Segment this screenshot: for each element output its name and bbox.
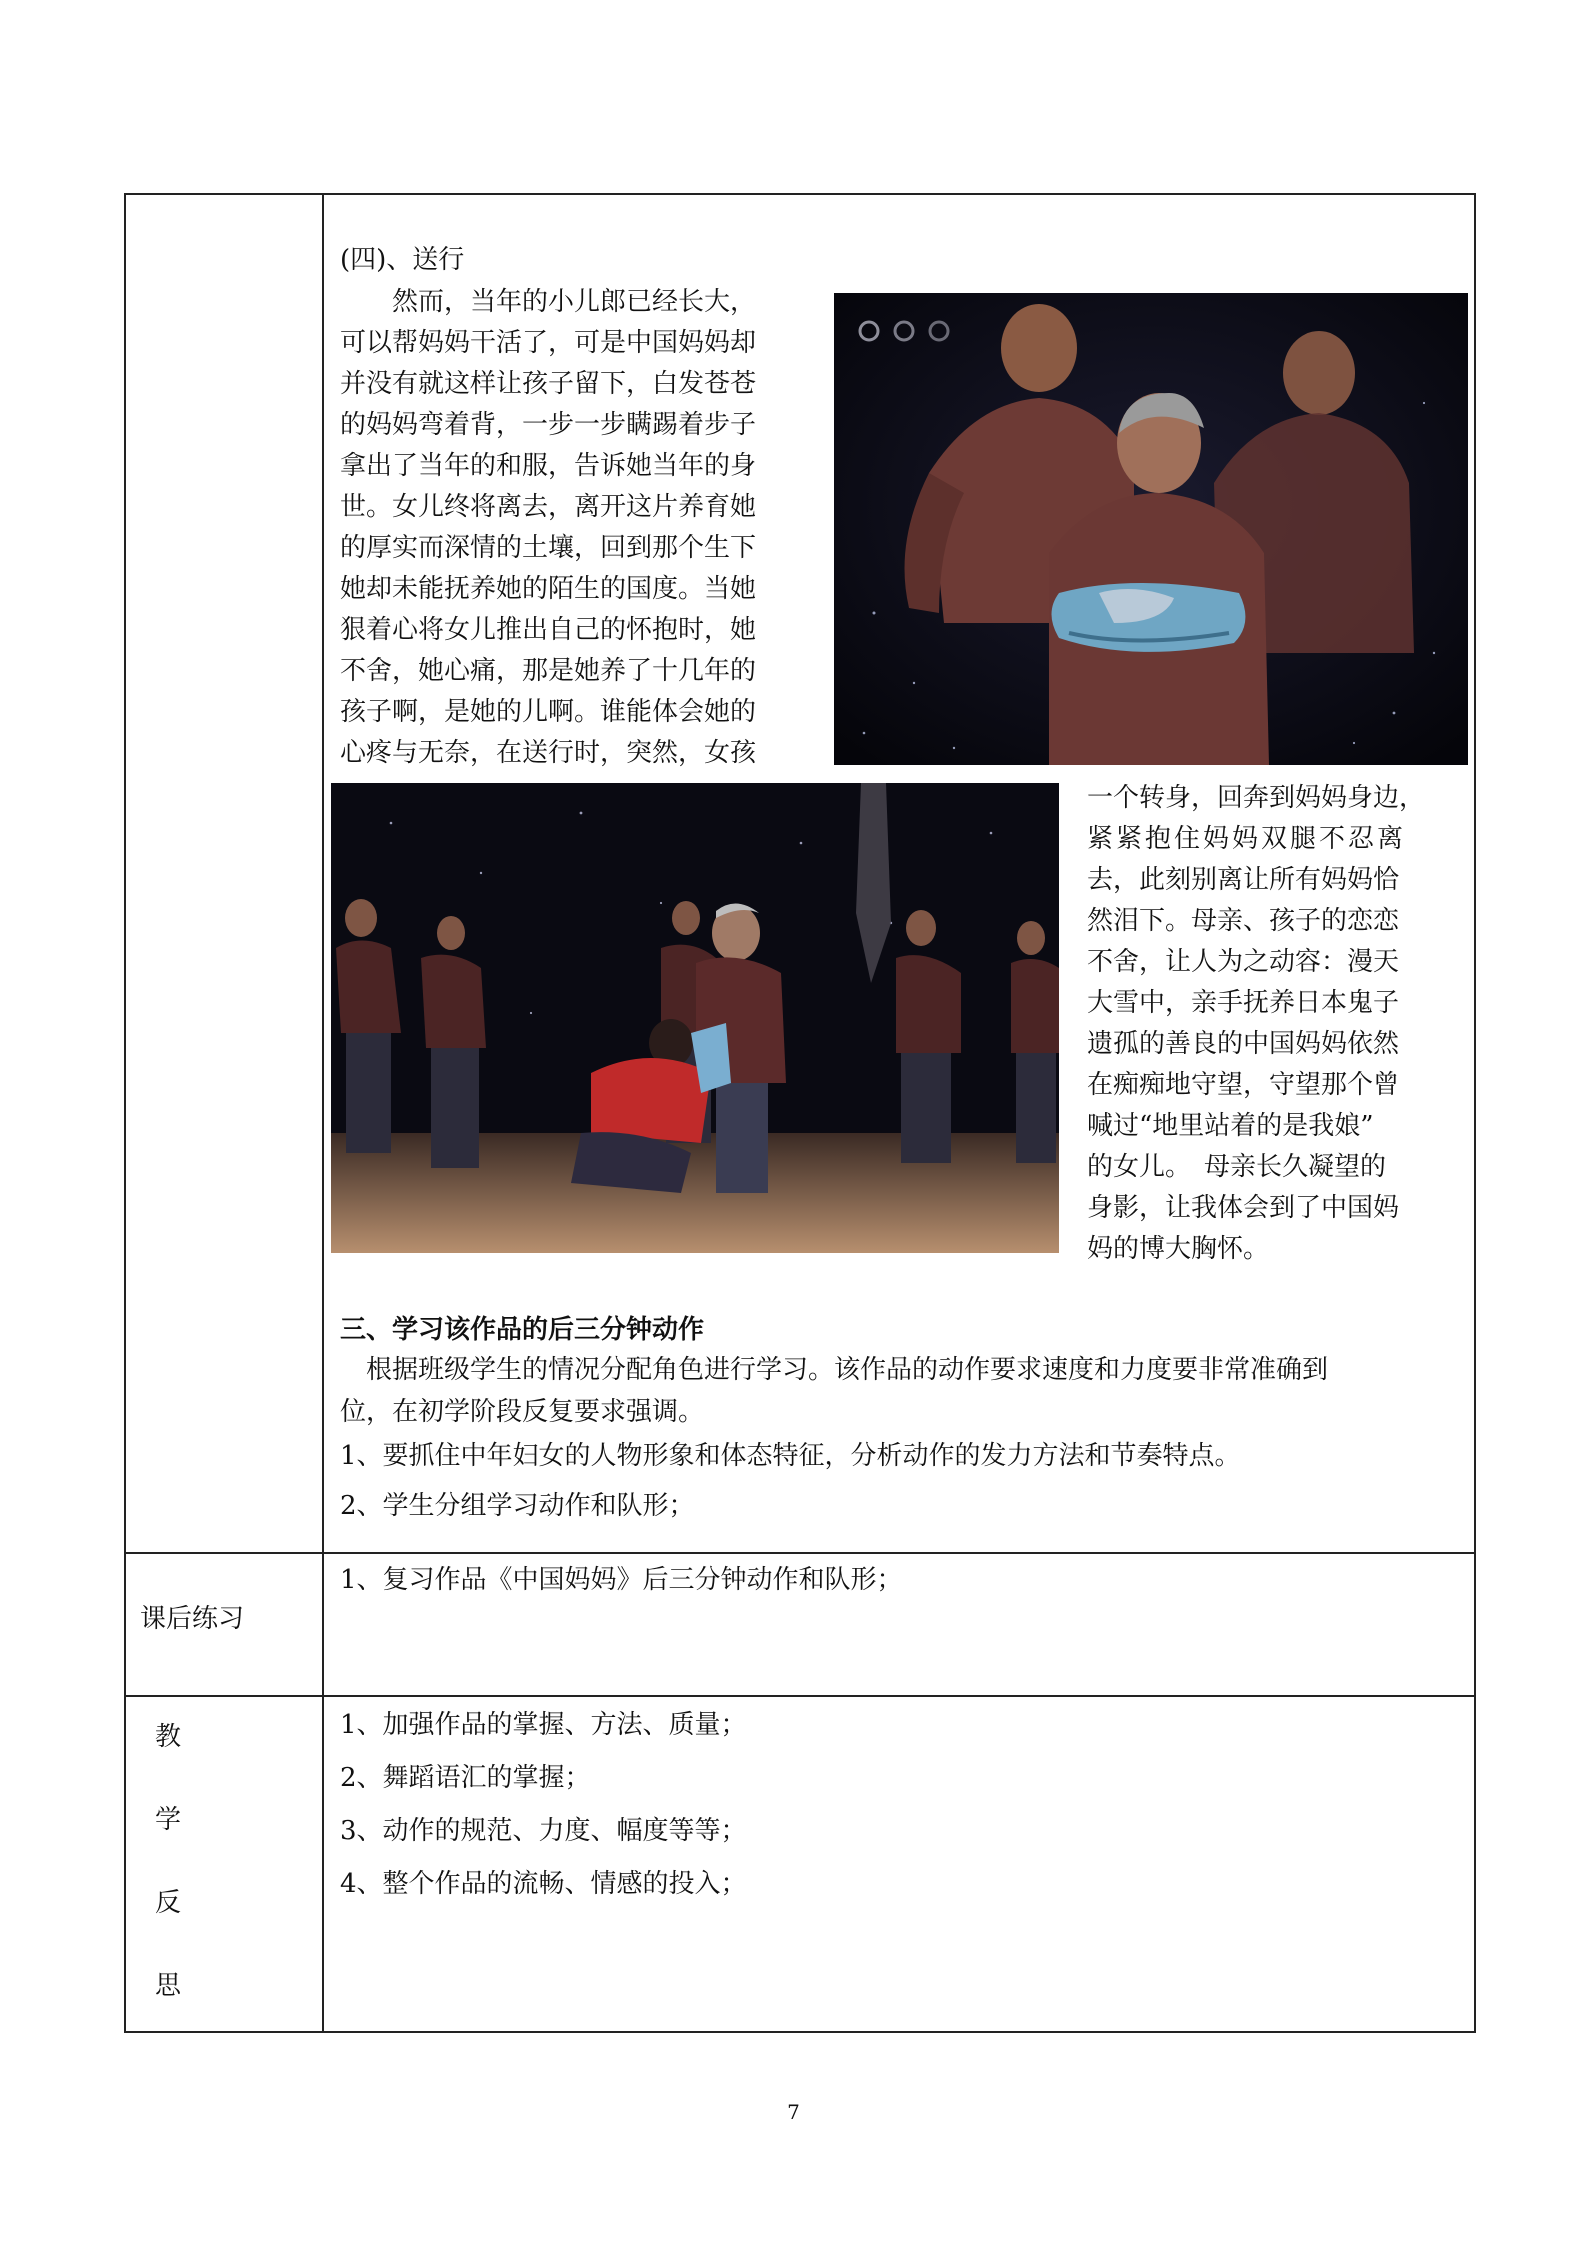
text-line: 孩子啊，是她的儿啊。谁能体会她的 (340, 697, 757, 727)
homework-item: 1、复习作品《中国妈妈》后三分钟动作和队形； (340, 1565, 903, 1595)
stage-photo-bundle-image (834, 293, 1468, 765)
text-line: 然而，当年的小儿郎已经长大， (340, 287, 757, 317)
section-three-item: 1、要抓住中年妇女的人物形象和体态特征，分析动作的发力方法和节奏特点。 (340, 1441, 1241, 1471)
text-line: 狠着心将女儿推出自己的怀抱时，她 (340, 615, 757, 645)
stage-photo-embrace (331, 783, 1059, 1253)
text-line: 妈的博大胸怀。 (1087, 1234, 1270, 1264)
text-line: 并没有就这样让孩子留下，白发苍苍 (340, 369, 757, 399)
text-line: 在痴痴地守望，守望那个曾 (1087, 1070, 1400, 1100)
text-line: 去，此刻别离让所有妈妈恰 (1087, 865, 1400, 895)
reflection-label-char: 思 (155, 1971, 182, 2001)
reflection-label-char: 教 (155, 1722, 182, 1752)
text-line: 不舍，让人为之动容：漫天 (1087, 947, 1400, 977)
page-number: 7 (787, 2100, 800, 2124)
reflection-item: 2、舞蹈语汇的掌握； (340, 1763, 591, 1793)
text-line: 一个转身，回奔到妈妈身边， (1087, 783, 1426, 813)
section-three-body-line: 根据班级学生的情况分配角色进行学习。该作品的动作要求速度和力度要非常准确到 (340, 1355, 1329, 1385)
section-three-body-line: 位，在初学阶段反复要求强调。 (340, 1397, 705, 1427)
reflection-item: 4、整个作品的流畅、情感的投入； (340, 1869, 747, 1899)
text-line: 遗孤的善良的中国妈妈依然 (1087, 1029, 1400, 1059)
table-row-divider-1 (124, 1552, 1476, 1554)
stage-photo-bundle (834, 293, 1468, 765)
text-line: 喊过“地里站着的是我娘” (1087, 1111, 1374, 1141)
text-line: 大雪中，亲手抚养日本鬼子 (1087, 988, 1400, 1018)
section-four-heading: (四)、送行 (340, 245, 465, 275)
text-line: 心疼与无奈，在送行时，突然，女孩 (340, 738, 757, 768)
text-line: 不舍，她心痛，那是她养了十几年的 (340, 656, 757, 686)
text-line: 紧紧抱住妈妈双腿不忍离 (1087, 824, 1407, 854)
text-line: 身影，让我体会到了中国妈 (1087, 1193, 1400, 1223)
text-line: 的妈妈弯着背，一步一步瞒踢着步子 (340, 410, 757, 440)
text-line: 拿出了当年的和服，告诉她当年的身 (340, 451, 757, 481)
homework-label: 课后练习 (140, 1604, 245, 1634)
text-line: 她却未能抚养她的陌生的国度。当她 (340, 574, 757, 604)
reflection-label-char: 反 (155, 1888, 182, 1918)
reflection-item: 3、动作的规范、力度、幅度等等； (340, 1816, 747, 1846)
table-row-divider-2 (124, 1695, 1476, 1697)
reflection-item: 1、加强作品的掌握、方法、质量； (340, 1710, 747, 1740)
text-line: 的女儿。 母亲长久凝望的 (1087, 1152, 1387, 1182)
text-line: 可以帮妈妈干活了，可是中国妈妈却 (340, 328, 757, 358)
reflection-label-char: 学 (155, 1805, 182, 1835)
table-column-divider (322, 193, 324, 2033)
stage-photo-embrace-image (331, 783, 1059, 1253)
section-three-item: 2、学生分组学习动作和队形； (340, 1491, 695, 1521)
text-line: 世。女儿终将离去，离开这片养育她 (340, 492, 757, 522)
text-line: 的厚实而深情的土壤，回到那个生下 (340, 533, 757, 563)
text-line: 然泪下。母亲、孩子的恋恋 (1087, 906, 1400, 936)
section-three-heading: 三、学习该作品的后三分钟动作 (340, 1315, 705, 1345)
